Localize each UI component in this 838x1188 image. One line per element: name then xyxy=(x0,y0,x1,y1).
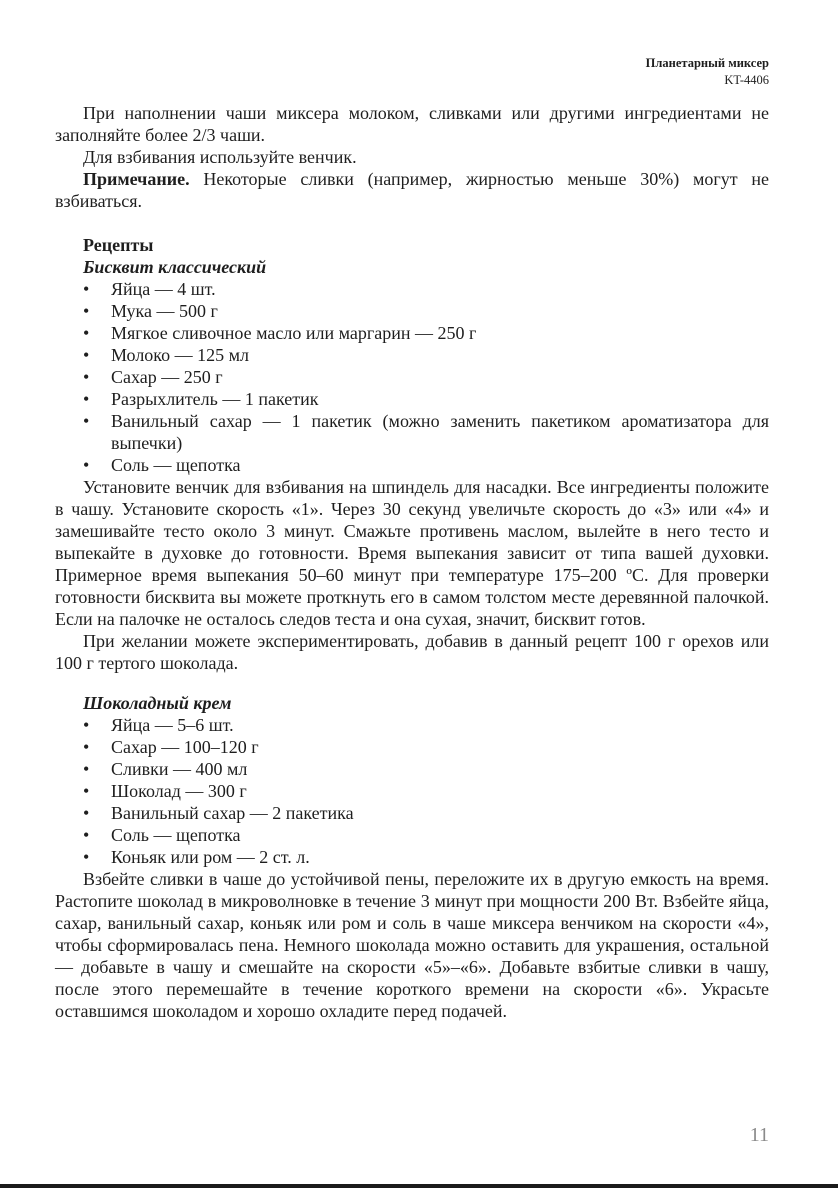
recipes-heading: Рецепты xyxy=(83,235,154,255)
page-header xyxy=(646,55,769,89)
recipe-title: Шоколадный крем xyxy=(83,693,232,713)
intro-paragraph: При наполнении чаши миксера молоком, сливками или другими ингредиентами не заполняйте более 2/3 чаши. xyxy=(55,103,769,145)
recipe-title: Бисквит классический xyxy=(83,257,267,277)
intro-paragraph: Для взбивания используйте венчик. xyxy=(83,147,357,167)
recipe-tip: При желании можете экспериментировать, добавив в данный рецепт 100 г орехов или 100 г тертого шоколада. xyxy=(55,631,769,673)
list-item: • Соль — щепотка xyxy=(83,455,241,475)
bullet-icon: • xyxy=(83,323,90,343)
bullet-icon: • xyxy=(83,389,90,409)
bullet-icon: • xyxy=(83,345,90,365)
bullet-icon: • xyxy=(83,301,90,321)
header-model: KT-4406 xyxy=(724,73,769,87)
list-item: • Яйца — 5–6 шт. xyxy=(83,715,234,735)
bullet-icon: • xyxy=(83,803,90,823)
list-item: • Ванильный сахар — 1 пакетик (можно заменить пакетиком ароматизатора для выпечки) xyxy=(83,411,769,453)
spacer xyxy=(55,212,769,234)
bullet-icon: • xyxy=(83,737,90,757)
list-item: • Сахар — 100–120 г xyxy=(83,737,259,757)
page-content xyxy=(55,102,769,1022)
list-item: • Яйца — 4 шт. xyxy=(83,279,216,299)
list-item: • Шоколад — 300 г xyxy=(83,781,247,801)
bullet-icon: • xyxy=(83,781,90,801)
ingredients-list xyxy=(55,714,769,868)
bullet-icon: • xyxy=(83,847,90,867)
list-item: • Мягкое сливочное масло или маргарин — 250 г xyxy=(83,323,477,343)
list-item: • Молоко — 125 мл xyxy=(83,345,250,365)
list-item: • Соль — щепотка xyxy=(83,825,241,845)
bullet-icon: • xyxy=(83,455,90,475)
list-item: • Мука — 500 г xyxy=(83,301,218,321)
page-number: 11 xyxy=(749,1124,769,1146)
bullet-icon: • xyxy=(83,825,90,845)
bullet-icon: • xyxy=(83,367,90,387)
list-item: • Разрыхлитель — 1 пакетик xyxy=(83,389,319,409)
note-label: Примечание. xyxy=(83,169,190,189)
bullet-icon: • xyxy=(83,759,90,779)
note-paragraph xyxy=(55,168,769,212)
bullet-icon: • xyxy=(83,279,90,299)
recipe-method: Взбейте сливки в чаше до устойчивой пены, переложите их в другую емкость на время. Растопите шоколад в микроволновке в течение 3 минут при мощности 200 Вт. Взбейте яйца, сахар, ванильный сахар, коньяк или ром и соль в чаше миксера венчиком на скорости «4», чтобы сформировалась пена. Немного шоколада можно оставить для украшения, остальной — добавьте в чашу и смешайте на скорости «5»–«6». Добавьте взбитые сливки в чашу, после этого перемешайте в течение короткого времени на скорости «6». Украсьте оставшимся шоколадом и хорошо охладите перед подачей. xyxy=(55,869,769,1021)
ingredients-list xyxy=(55,278,769,476)
note-text: Некоторые сливки (например, жирностью меньше 30%) могут не взбиваться. xyxy=(55,169,769,211)
bullet-icon: • xyxy=(83,411,90,431)
bottom-divider xyxy=(0,1184,838,1188)
spacer xyxy=(55,674,769,692)
list-item: • Коньяк или ром — 2 ст. л. xyxy=(83,847,310,867)
recipe-method: Установите венчик для взбивания на шпиндель для насадки. Все ингредиенты положите в чашу. Установите скорость «1». Через 30 секунд увеличьте скорость до «3» или «4» и замешивайте тесто около 3 минут. Смажьте противень маслом, вылейте в него тесто и выпекайте в духовке до готовности. Время выпекания зависит от типа вашей духовки. Примерное время выпекания 50–60 минут при температуре 175–200 ºС. Для проверки готовности бисквита вы можете проткнуть его в самом толстом месте деревянной палочкой. Если на палочке не осталось следов теста и она сухая, значит, бисквит готов. xyxy=(55,477,769,629)
header-brand: Планетарный миксер xyxy=(645,56,769,70)
list-item: • Сахар — 250 г xyxy=(83,367,223,387)
list-item: • Ванильный сахар — 2 пакетика xyxy=(83,803,354,823)
list-item: • Сливки — 400 мл xyxy=(83,759,248,779)
bullet-icon: • xyxy=(83,715,90,735)
